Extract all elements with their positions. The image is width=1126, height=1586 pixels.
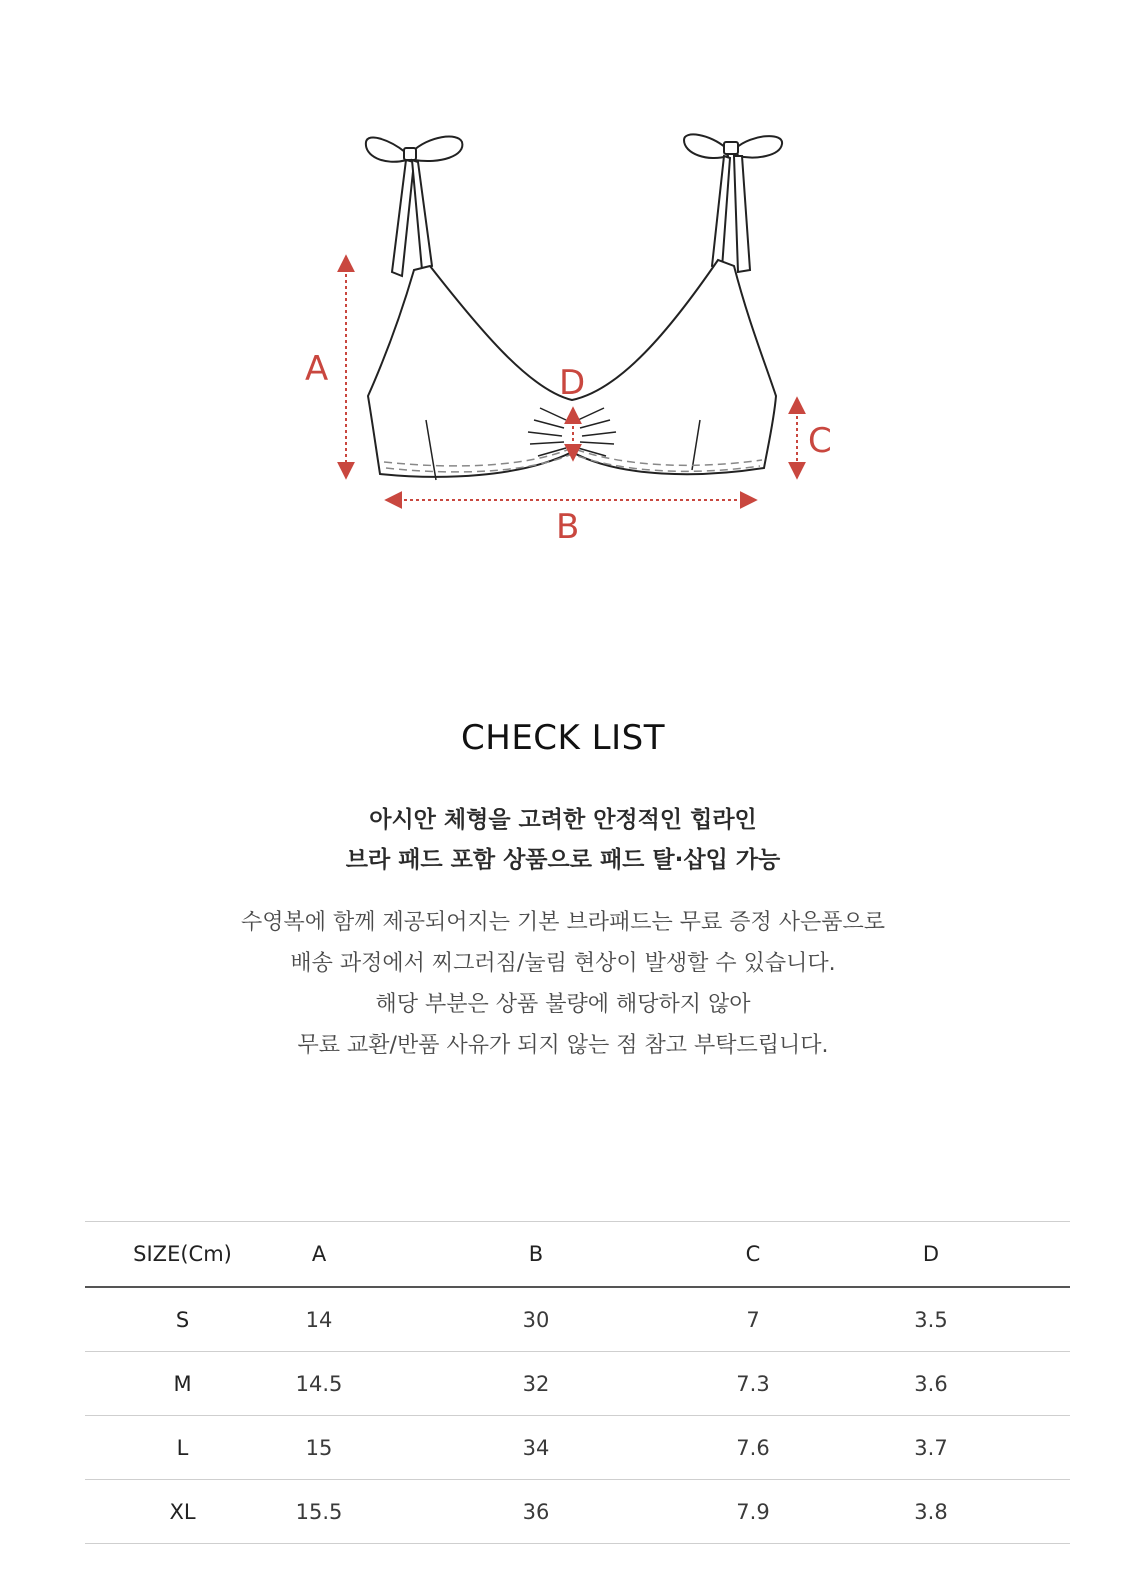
check-list-notice [0,902,1126,1066]
table-row [85,1416,1070,1480]
table-header-row [85,1222,1070,1288]
notice-line: 배송 과정에서 찌그러짐/눌림 현상이 발생할 수 있습니다. [290,951,836,976]
highlight-line: 브라 패드 포함 상품으로 패드 탈·삽입 가능 [345,847,781,873]
header-c: C [714,1222,792,1288]
size-cell: XL [85,1480,280,1544]
dimension-d-label: D [559,363,586,403]
table-row [85,1352,1070,1416]
dimension-a-label: A [305,349,329,389]
size-cell: M [85,1352,280,1416]
header-size: SIZE(Cm) [85,1222,280,1288]
value-cell: 7.9 [714,1480,792,1544]
header-d: D [792,1222,1070,1288]
highlight-line: 아시안 체형을 고려한 안정적인 힙라인 [369,807,757,833]
dimension-b-label: B [556,507,580,547]
value-cell: 15.5 [280,1480,358,1544]
header-a: A [280,1222,358,1288]
value-cell: 3.7 [792,1416,1070,1480]
value-cell: 15 [280,1416,358,1480]
value-cell: 36 [358,1480,714,1544]
notice-line: 해당 부분은 상품 불량에 해당하지 않아 [375,992,751,1017]
value-cell: 3.5 [792,1287,1070,1352]
size-cell: L [85,1416,280,1480]
value-cell: 34 [358,1416,714,1480]
check-list-title: CHECK LIST [461,718,665,758]
right-bow [684,134,782,272]
header-b: B [358,1222,714,1288]
table-row [85,1287,1070,1352]
left-bow [366,137,463,276]
table-row [85,1480,1070,1544]
value-cell: 7 [714,1287,792,1352]
value-cell: 14 [280,1287,358,1352]
value-cell: 7.3 [714,1352,792,1416]
dimension-c-label: C [808,421,832,461]
bikini-top-illustration [0,0,1126,600]
notice-line: 수영복에 함께 제공되어지는 기본 브라패드는 무료 증정 사은품으로 [240,910,885,935]
value-cell: 32 [358,1352,714,1416]
measurement-diagram [0,0,1126,600]
value-cell: 3.6 [792,1352,1070,1416]
size-cell: S [85,1287,280,1352]
notice-line: 무료 교환/반품 사유가 되지 않는 점 참고 부탁드립니다. [297,1033,829,1058]
value-cell: 30 [358,1287,714,1352]
size-table [85,1221,1070,1544]
check-list-highlights [0,800,1126,880]
value-cell: 7.6 [714,1416,792,1480]
value-cell: 3.8 [792,1480,1070,1544]
value-cell: 14.5 [280,1352,358,1416]
